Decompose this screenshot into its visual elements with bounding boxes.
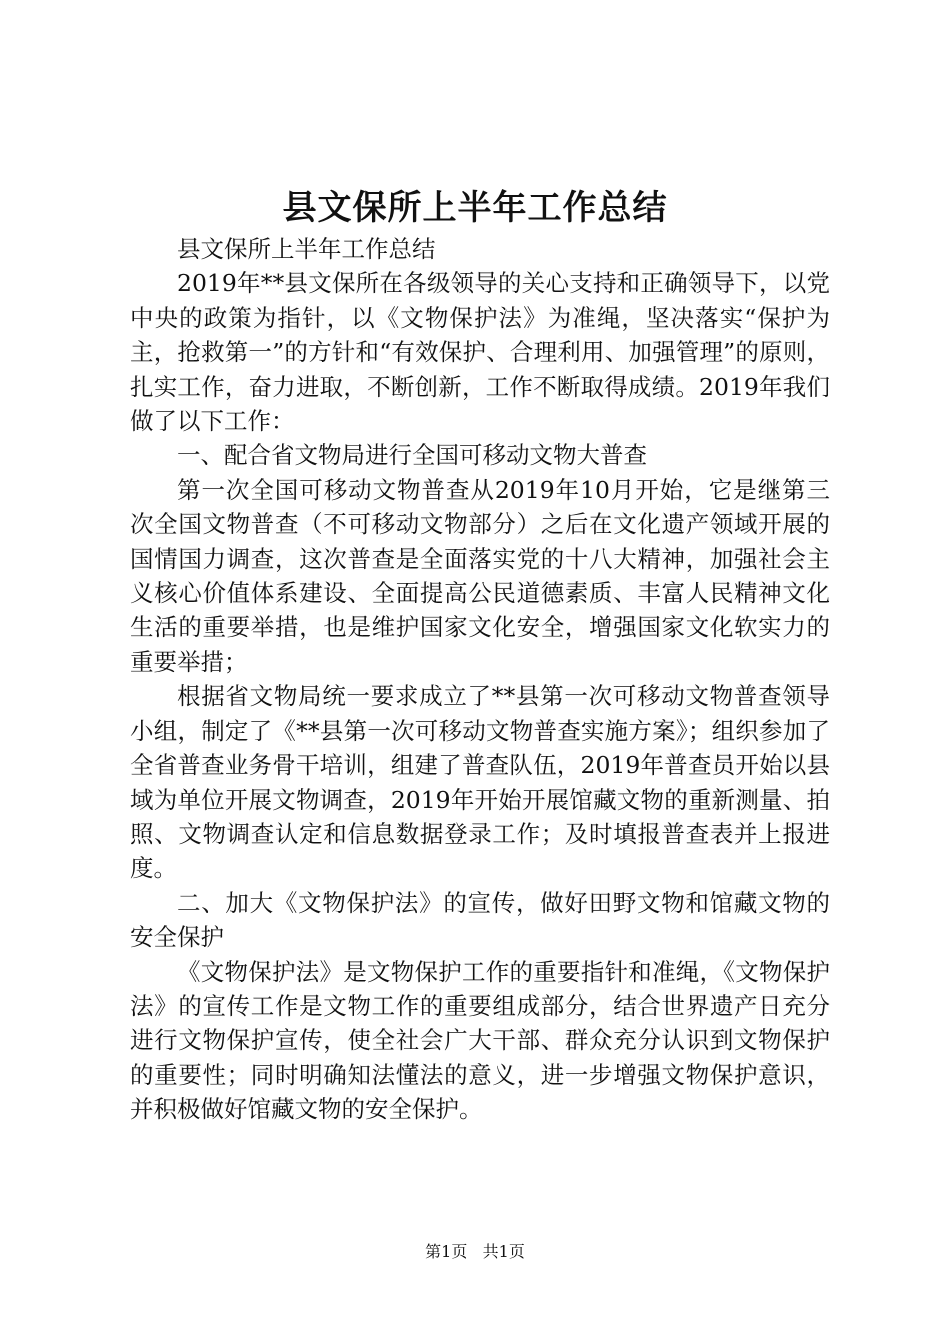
paragraph-survey-actions: 根据省文物局统一要求成立了**县第一次可移动文物普查领导小组，制定了《**县第一次可移动文物普查实施方案》；组织参加了全省普查业务骨干培训，组建了普查队伍，2019年普查员开始以县域为单位开展文物调查，2019年开始开展馆藏文物的重新测量、拍照、文物调查认定和信息数据登录工作；及时填报普查表并上报进度。 (130, 682, 830, 883)
page-footer (0, 1240, 950, 1264)
page-total: 共1页 (482, 1242, 525, 1261)
paragraph-subtitle: 县文保所上半年工作总结 (177, 235, 436, 263)
paragraph-survey-background: 第一次全国可移动文物普查从2019年10月开始，它是继第三次全国文物普查（不可移动文物部分）之后在文化遗产领域开展的国情国力调查，这次普查是全面落实党的十八大精神，加强社会主义核心价值体系建设、全面提高公民道德素质、丰富人民精神文化生活的重要举措，也是维护国家文化安全，增强国家文化软实力的重要举措； (130, 475, 830, 676)
document-body (130, 232, 830, 1127)
paragraph-intro: 2019年**县文保所在各级领导的关心支持和正确领导下，以党中央的政策为指针，以《文物保护法》为准绳，坚决落实“保护为主，抢救第一”的方针和“有效保护、合理利用、加强管理”的原则，扎实工作，奋力进取，不断创新，工作不断取得成绩。2019年我们做了以下工作： (130, 269, 830, 436)
footer-spacer (472, 1242, 477, 1261)
section-heading-2: 二、加大《文物保护法》的宣传，做好田野文物和馆藏文物的安全保护 (130, 888, 830, 952)
section-heading-1: 一、配合省文物局进行全国可移动文物大普查 (177, 441, 647, 470)
document-title: 县文保所上半年工作总结 (282, 188, 668, 228)
page-number: 第1页 (425, 1242, 468, 1261)
paragraph-law-publicity: 《文物保护法》是文物保护工作的重要指针和准绳，《文物保护法》的宣传工作是文物工作的重要组成部分，结合世界遗产日充分进行文物保护宣传，使全社会广大干部、群众充分认识到文物保护的重要性；同时明确知法懂法的意义，进一步增强文物保护意识，并积极做好馆藏文物的安全保护。 (130, 957, 830, 1124)
